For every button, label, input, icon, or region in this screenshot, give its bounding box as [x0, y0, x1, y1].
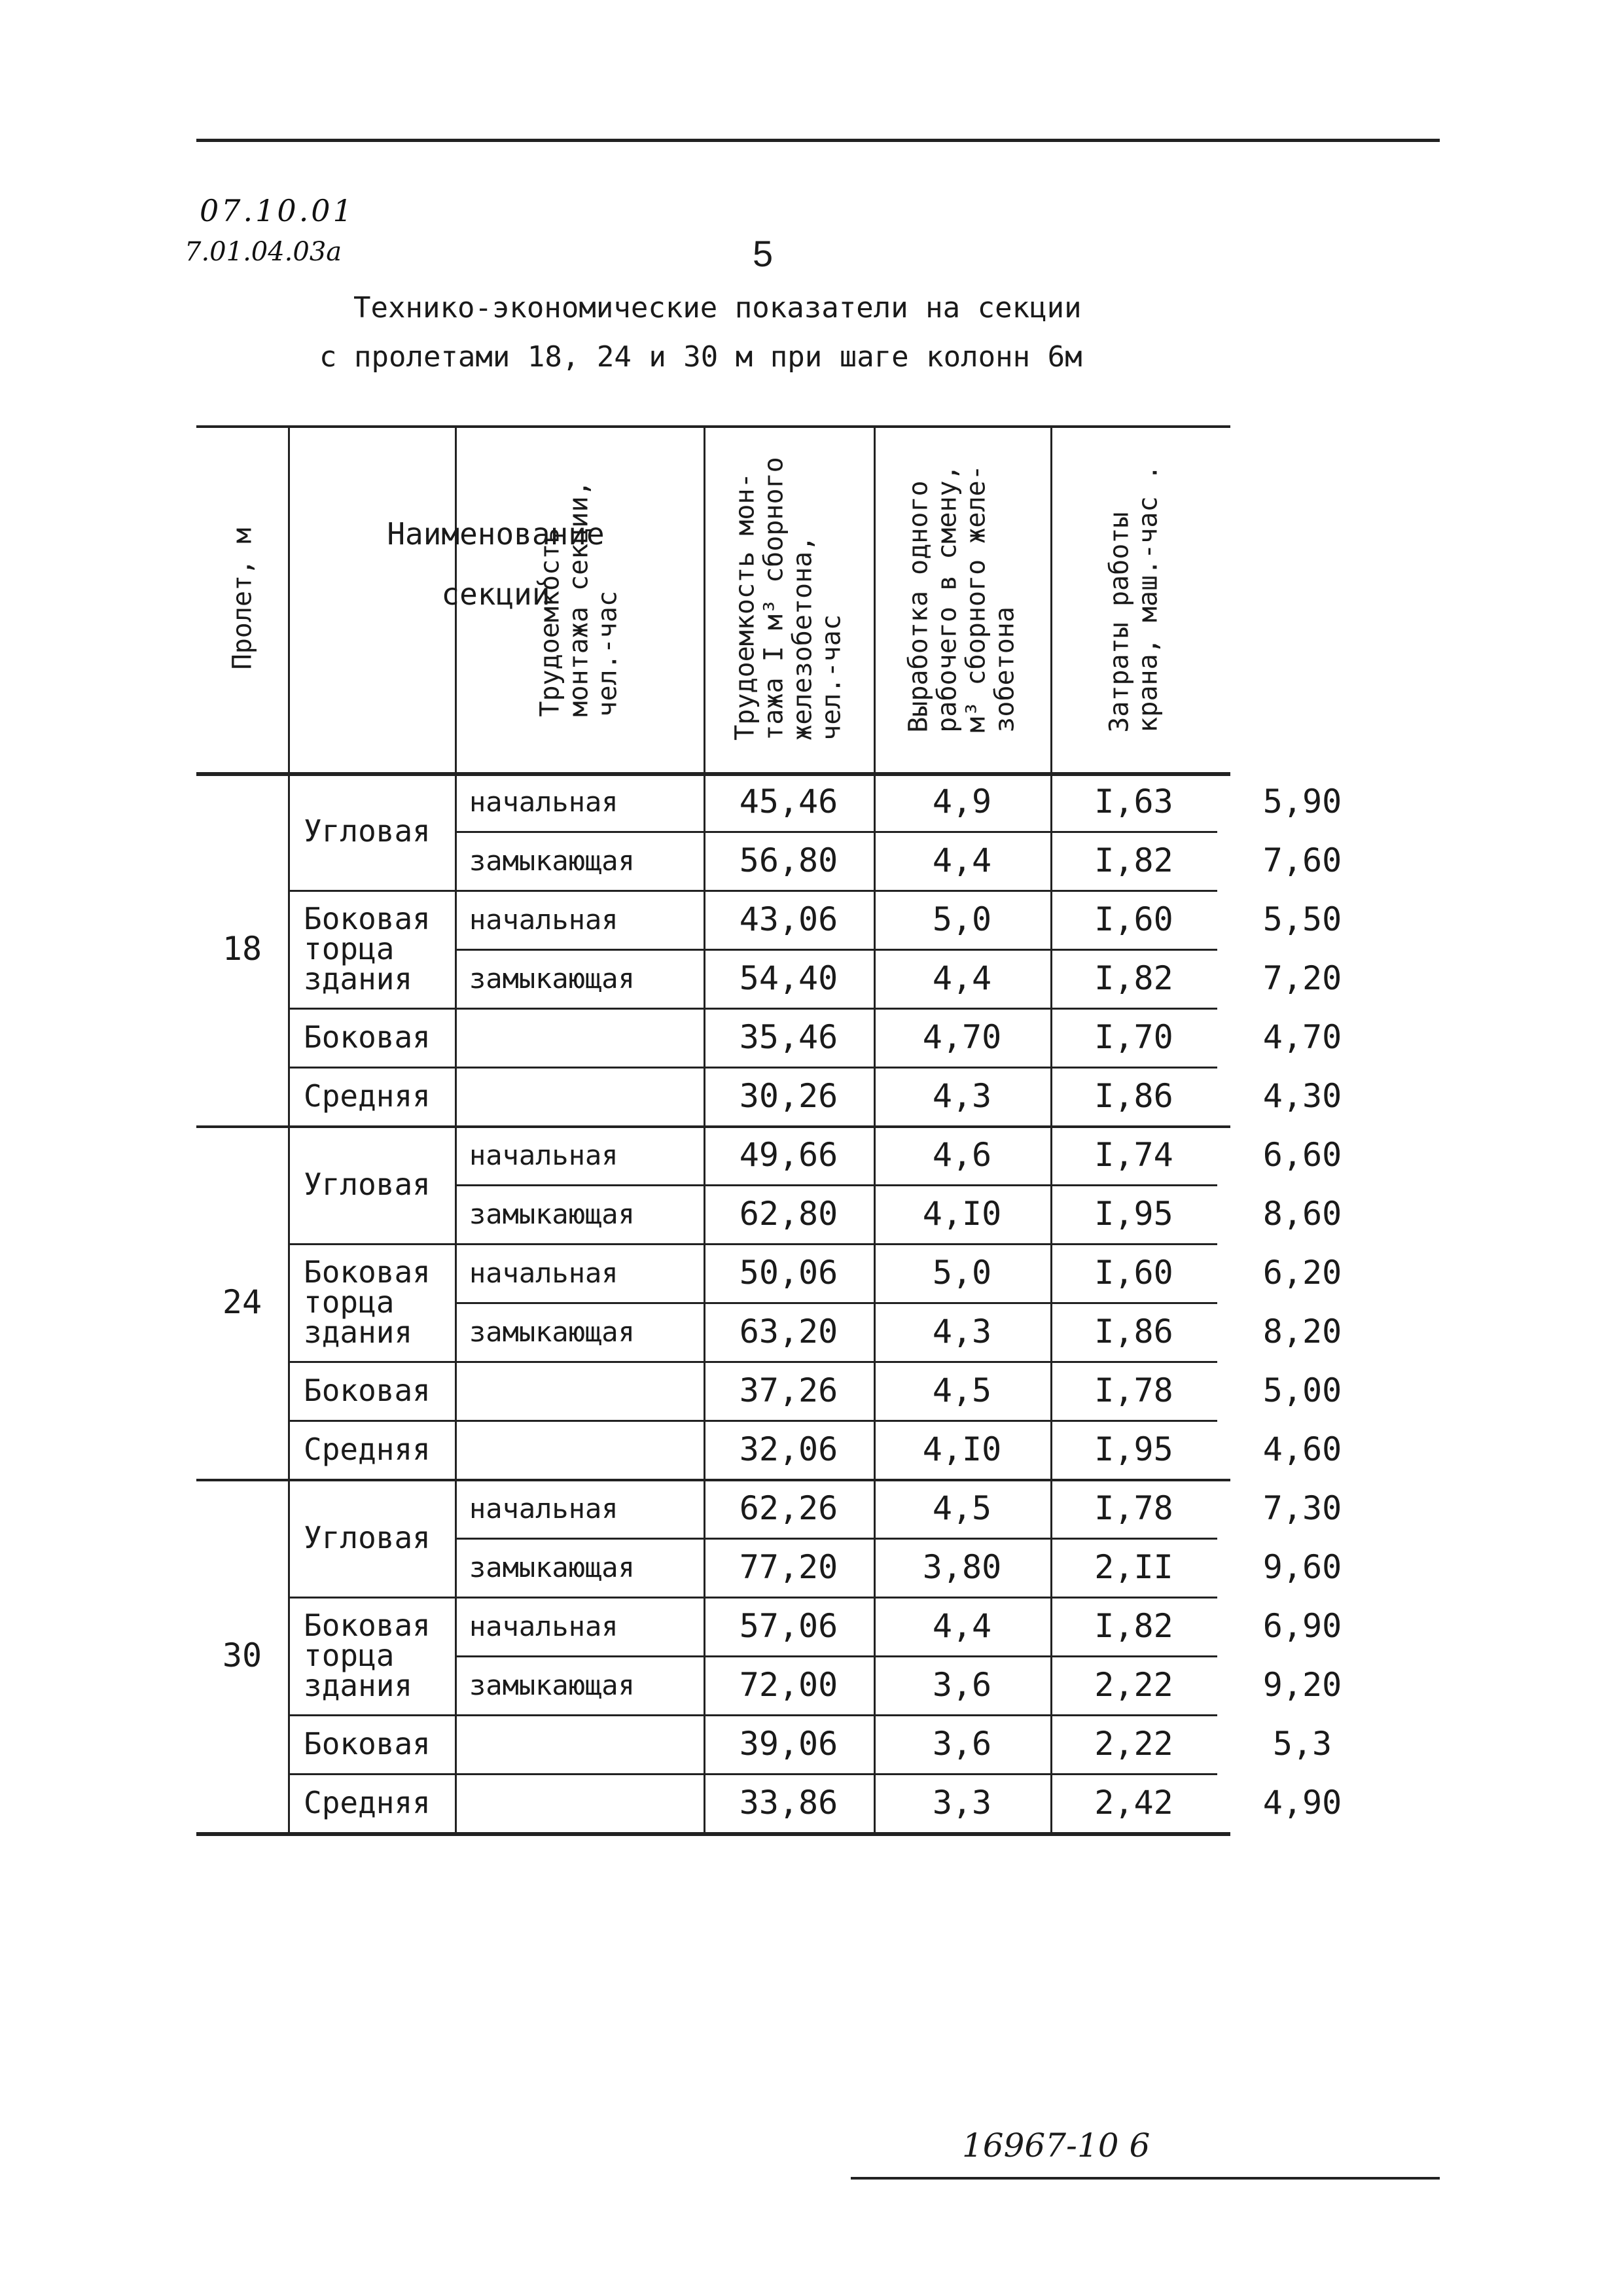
- body-column-divider: [455, 1125, 457, 1479]
- header-span: [196, 425, 288, 772]
- body-column-divider: [1050, 772, 1052, 1125]
- output-value: I,82: [1094, 1607, 1173, 1645]
- span-value: 24: [222, 1283, 262, 1321]
- span-value: 30: [222, 1636, 262, 1674]
- section-name: Боковая: [304, 1726, 431, 1761]
- output-value: 2,42: [1094, 1784, 1173, 1822]
- output-value: I,74: [1094, 1136, 1173, 1174]
- labor-m3-value: 4,5: [932, 1371, 992, 1409]
- labor-m3-value: 4,5: [932, 1489, 992, 1527]
- section-name: Боковая торца здания: [304, 901, 431, 997]
- crane-value: 8,60: [1262, 1195, 1342, 1233]
- labor-m3-value: 4,4: [932, 959, 992, 997]
- crane-value: 4,60: [1262, 1430, 1342, 1468]
- crane-value: 5,3: [1272, 1725, 1332, 1763]
- section-subtype: начальная: [469, 1256, 618, 1289]
- body-column-divider: [1050, 1125, 1052, 1479]
- body-column-divider: [455, 1479, 457, 1832]
- output-value: 2,II: [1094, 1548, 1173, 1586]
- output-value: I,60: [1094, 1254, 1173, 1292]
- header-crane-label: Затраты работы крана, маш.-час .: [1104, 465, 1164, 733]
- crane-value: 7,30: [1262, 1489, 1342, 1527]
- document-code-secondary: 7.01.04.03a: [185, 237, 342, 267]
- body-column-divider: [874, 772, 876, 1125]
- labor-m3-value: 3,80: [922, 1548, 1002, 1586]
- body-column-divider: [288, 1479, 290, 1832]
- crane-value: 6,60: [1262, 1136, 1342, 1174]
- body-column-divider: [288, 772, 290, 1125]
- output-value: I,86: [1094, 1313, 1173, 1351]
- inventory-signature: 16967-10 6: [962, 2127, 1150, 2164]
- section-subtype: замыкающая: [469, 1315, 635, 1348]
- section-subtype: замыкающая: [469, 962, 635, 995]
- section-name: Средняя: [304, 1785, 431, 1820]
- output-value: I,78: [1094, 1489, 1173, 1527]
- page-number: 5: [753, 233, 774, 274]
- output-value: 2,22: [1094, 1725, 1173, 1763]
- section-subtype: замыкающая: [469, 1197, 635, 1230]
- section-name: Угловая: [304, 813, 431, 849]
- header-output-label: Выработка одного рабочего в смену, м³ сборного желе- зобетона: [904, 465, 1020, 733]
- table-title-line-2: с пролетами 18, 24 и 30 м при шаге колонн 6м: [319, 340, 1082, 374]
- crane-value: 4,70: [1262, 1018, 1342, 1056]
- section-subtype: замыкающая: [469, 844, 635, 877]
- crane-value: 5,00: [1262, 1371, 1342, 1409]
- labor-m3-value: 4,4: [932, 841, 992, 879]
- section-name: Боковая: [304, 1373, 431, 1408]
- body-column-divider: [704, 1479, 705, 1832]
- section-name: Угловая: [304, 1167, 431, 1202]
- labor-section-value: 37,26: [739, 1371, 838, 1409]
- body-column-divider: [704, 1125, 705, 1479]
- labor-section-value: 39,06: [739, 1725, 838, 1763]
- span-value: 18: [222, 930, 262, 968]
- crane-value: 4,90: [1262, 1784, 1342, 1822]
- labor-m3-value: 4,9: [932, 783, 992, 821]
- crane-value: 9,20: [1262, 1666, 1342, 1704]
- labor-section-value: 62,80: [739, 1195, 838, 1233]
- labor-section-value: 72,00: [739, 1666, 838, 1704]
- output-value: I,82: [1094, 841, 1173, 879]
- labor-section-value: 35,46: [739, 1018, 838, 1056]
- labor-m3-value: 4,3: [932, 1077, 992, 1115]
- labor-section-value: 50,06: [739, 1254, 838, 1292]
- body-column-divider: [874, 1479, 876, 1832]
- output-value: I,95: [1094, 1195, 1173, 1233]
- section-subtype: начальная: [469, 785, 618, 818]
- section-subtype: замыкающая: [469, 1551, 635, 1583]
- table-bottom-line: [196, 1832, 1230, 1836]
- labor-section-value: 30,26: [739, 1077, 838, 1115]
- crane-value: 5,50: [1262, 900, 1342, 938]
- header-output: [874, 425, 1050, 772]
- header-labor-m3-label: Трудоемкость мон- тажа I м³ сборного железобетона, чел.-час: [730, 457, 847, 741]
- labor-section-value: 33,86: [739, 1784, 838, 1822]
- output-value: I,60: [1094, 900, 1173, 938]
- labor-section-value: 49,66: [739, 1136, 838, 1174]
- labor-m3-value: 4,3: [932, 1313, 992, 1351]
- section-name: Угловая: [304, 1520, 431, 1555]
- section-subtype: начальная: [469, 1492, 618, 1525]
- section-name: Средняя: [304, 1432, 431, 1467]
- body-column-divider: [874, 1125, 876, 1479]
- body-column-divider: [455, 772, 457, 1125]
- labor-m3-value: 4,6: [932, 1136, 992, 1174]
- body-column-divider: [288, 1125, 290, 1479]
- header-section-name: Наименование секций: [387, 516, 605, 612]
- section-subtype: начальная: [469, 903, 618, 936]
- labor-section-value: 54,40: [739, 959, 838, 997]
- section-name: Боковая торца здания: [304, 1254, 431, 1350]
- labor-m3-value: 4,4: [932, 1607, 992, 1645]
- labor-m3-value: 4,I0: [922, 1195, 1002, 1233]
- labor-section-value: 63,20: [739, 1313, 838, 1351]
- labor-section-value: 62,26: [739, 1489, 838, 1527]
- labor-section-value: 43,06: [739, 900, 838, 938]
- labor-m3-value: 4,I0: [922, 1430, 1002, 1468]
- labor-m3-value: 3,6: [932, 1666, 992, 1704]
- labor-section-value: 56,80: [739, 841, 838, 879]
- crane-value: 6,20: [1262, 1254, 1342, 1292]
- labor-section-value: 57,06: [739, 1607, 838, 1645]
- labor-m3-value: 5,0: [932, 1254, 992, 1292]
- crane-value: 5,90: [1262, 783, 1342, 821]
- crane-value: 6,90: [1262, 1607, 1342, 1645]
- body-column-divider: [1050, 1479, 1052, 1832]
- labor-m3-value: 4,70: [922, 1018, 1002, 1056]
- labor-section-value: 45,46: [739, 783, 838, 821]
- labor-m3-value: 5,0: [932, 900, 992, 938]
- crane-value: 9,60: [1262, 1548, 1342, 1586]
- table-title-line-1: Технико-экономические показатели на секции: [353, 291, 1082, 325]
- section-subtype: начальная: [469, 1610, 618, 1642]
- top-rule: [196, 139, 1440, 142]
- section-name: Боковая торца здания: [304, 1608, 431, 1703]
- output-value: I,95: [1094, 1430, 1173, 1468]
- header-span-label: Пролет, м: [227, 527, 257, 670]
- header-labor-m3: [704, 425, 874, 772]
- output-value: 2,22: [1094, 1666, 1173, 1704]
- section-name: Средняя: [304, 1078, 431, 1114]
- output-value: I,63: [1094, 783, 1173, 821]
- section-subtype: замыкающая: [469, 1669, 635, 1701]
- output-value: I,70: [1094, 1018, 1173, 1056]
- section-subtype: начальная: [469, 1139, 618, 1171]
- crane-value: 7,20: [1262, 959, 1342, 997]
- output-value: I,78: [1094, 1371, 1173, 1409]
- labor-section-value: 32,06: [739, 1430, 838, 1468]
- bottom-rule: [851, 2177, 1440, 2180]
- labor-m3-value: 3,3: [932, 1784, 992, 1822]
- output-value: I,86: [1094, 1077, 1173, 1115]
- labor-section-value: 77,20: [739, 1548, 838, 1586]
- crane-value: 8,20: [1262, 1313, 1342, 1351]
- output-value: I,82: [1094, 959, 1173, 997]
- section-name: Боковая: [304, 1019, 431, 1055]
- crane-value: 4,30: [1262, 1077, 1342, 1115]
- body-column-divider: [704, 772, 705, 1125]
- header-labor-section-label: Трудоемкость монтажа секции, чел.-час: [535, 480, 623, 717]
- labor-m3-value: 3,6: [932, 1725, 992, 1763]
- header-crane: [1050, 425, 1217, 772]
- document-code: 07.10.01: [200, 193, 355, 228]
- crane-value: 7,60: [1262, 841, 1342, 879]
